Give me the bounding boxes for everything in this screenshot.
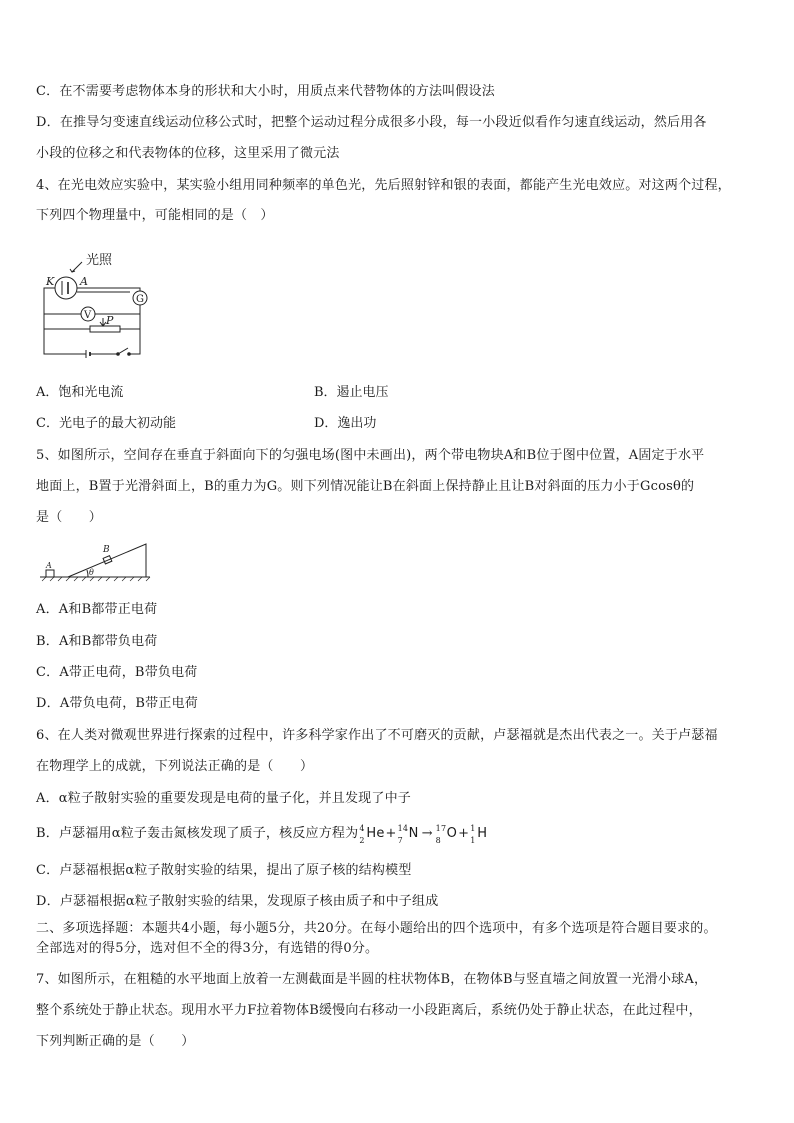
q6-stem-line1: 6、在人类对微观世界进行探索的过程中，许多科学家作出了不可磨灭的贡献，卢瑟福就是杰出代表之一。关于卢瑟福 bbox=[36, 728, 718, 743]
oxygen-charge-number: 8 bbox=[435, 836, 441, 845]
label-g: G bbox=[136, 294, 144, 305]
oxygen-symbol: O bbox=[446, 826, 458, 841]
nuclide-oxygen bbox=[435, 824, 458, 845]
section2-line2: 全部选对的得5分，选对但不全的得3分，有选错的得0分。 bbox=[36, 941, 379, 956]
section2-line1: 二、多项选择题：本题共4小题，每小题5分，共20分。在每小题给出的四个选项中，有多个选项是符合题目要求的。 bbox=[36, 921, 717, 936]
q5-stem-line1: 5、如图所示，空间存在垂直于斜面向下的匀强电场(图中未画出)，两个带电物块A和B位于图中位置，A固定于水平 bbox=[36, 448, 705, 463]
q5-option-d: D．A带负电荷，B带正电荷 bbox=[36, 696, 198, 711]
q4-option-a: A．饱和光电流 bbox=[36, 385, 124, 400]
nuclide-hydrogen bbox=[470, 824, 488, 845]
q7-stem-line3: 下列判断正确的是（ ） bbox=[36, 1034, 195, 1049]
q5-option-b: B．A和B都带负电荷 bbox=[36, 634, 158, 649]
nitrogen-symbol: N bbox=[408, 826, 419, 841]
hydrogen-mass-number: 1 bbox=[470, 824, 476, 833]
q5-option-a: A．A和B都带正电荷 bbox=[36, 602, 158, 617]
nitrogen-charge-number: 7 bbox=[397, 836, 403, 845]
helium-symbol: He bbox=[366, 826, 385, 841]
label-a: A bbox=[46, 561, 52, 570]
q6-stem-line2: 在物理学上的成就，下列说法正确的是（ ） bbox=[36, 759, 314, 774]
q6-option-d: D．卢瑟福根据α粒子散射实验的结果，发现原子核由质子和中子组成 bbox=[36, 894, 439, 909]
label-v: V bbox=[84, 310, 92, 321]
label-a: A bbox=[80, 275, 88, 288]
hydrogen-charge-number: 1 bbox=[470, 836, 476, 845]
plus-sign: + bbox=[385, 826, 397, 841]
reaction-arrow: → bbox=[421, 826, 433, 841]
q4-stem-line2: 下列四个物理量中，可能相同的是（ ） bbox=[36, 208, 274, 223]
hydrogen-symbol: H bbox=[477, 826, 488, 841]
label-b: B bbox=[103, 545, 110, 555]
incline-diagram bbox=[40, 540, 152, 582]
label-p: P bbox=[106, 314, 114, 327]
q4-option-c: C．光电子的最大初动能 bbox=[36, 416, 176, 431]
q3-option-d-line2: 小段的位移之和代表物体的位移，这里采用了微元法 bbox=[36, 146, 340, 161]
plus-sign: + bbox=[458, 826, 470, 841]
q7-stem-line2: 整个系统处于静止状态。现用水平力F拉着物体B缓慢向右移动一小段距离后，系统仍处于静止状态，在此过程中， bbox=[36, 1003, 702, 1018]
nuclide-helium bbox=[359, 824, 385, 845]
q6-option-c: C．卢瑟福根据α粒子散射实验的结果，提出了原子核的结构模型 bbox=[36, 863, 412, 878]
label-theta: θ bbox=[89, 568, 94, 577]
q7-stem-line1: 7、如图所示，在粗糙的水平地面上放着一左测截面是半圆的柱状物体B，在物体B与竖直墙之间放置一光滑小球A， bbox=[36, 972, 708, 987]
q4-stem-line1: 4、在光电效应实验中，某实验小组用同种频率的单色光，先后照射锌和银的表面，都能产生光电效应。对这两个过程， bbox=[36, 178, 731, 193]
q5-stem-line3: 是（ ） bbox=[36, 510, 103, 525]
label-light: 光照 bbox=[86, 253, 113, 268]
q3-option-d-line1: D．在推导匀变速直线运动位移公式时，把整个运动过程分成很多小段，每一小段近似看作匀速直线运动，然后用各 bbox=[36, 115, 707, 130]
q5-stem-line2: 地面上，B置于光滑斜面上，B的重力为G。则下列情况能让B在斜面上保持静止且让B对斜面的压力小于Gcosθ的 bbox=[36, 479, 695, 494]
q6-option-a: A．α粒子散射实验的重要发现是电荷的量子化，并且发现了中子 bbox=[36, 791, 411, 806]
nuclide-nitrogen bbox=[397, 824, 419, 845]
oxygen-mass-number: 17 bbox=[435, 824, 447, 833]
q6-option-b bbox=[36, 824, 488, 845]
q3-option-c: C．在不需要考虑物体本身的形状和大小时，用质点来代替物体的方法叫假设法 bbox=[36, 84, 495, 99]
q4-option-b: B．遏止电压 bbox=[314, 385, 389, 400]
helium-mass-number: 4 bbox=[359, 824, 365, 833]
q4-option-d: D．逸出功 bbox=[314, 416, 377, 431]
photoelectric-circuit-diagram bbox=[40, 242, 160, 362]
q6-option-b-text: B．卢瑟福用α粒子轰击氮核发现了质子，核反应方程为 bbox=[36, 826, 359, 841]
helium-charge-number: 2 bbox=[359, 836, 365, 845]
q5-option-c: C．A带正电荷，B带负电荷 bbox=[36, 665, 198, 680]
label-k: K bbox=[46, 275, 55, 288]
nitrogen-mass-number: 14 bbox=[397, 824, 409, 833]
